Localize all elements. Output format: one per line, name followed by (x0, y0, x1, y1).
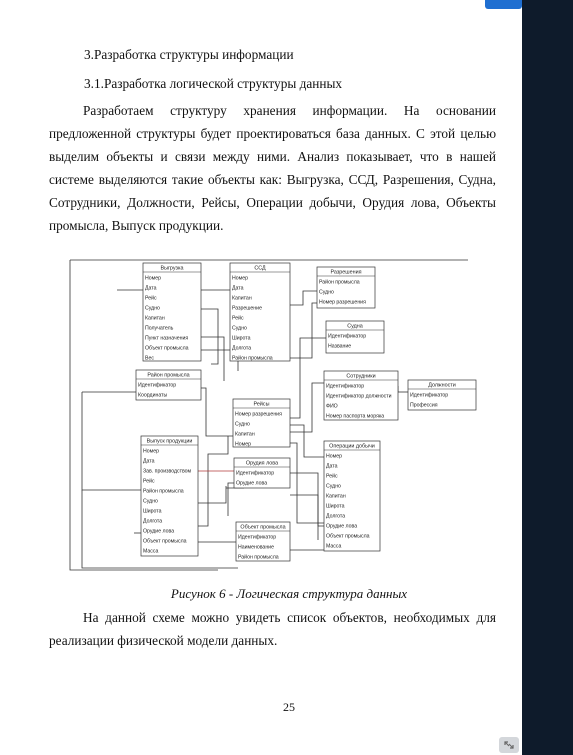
svg-text:Долгота: Долгота (232, 345, 252, 352)
svg-text:Орудия лова: Орудия лова (245, 460, 279, 467)
svg-text:Район промысла: Район промысла (147, 372, 190, 379)
logical-structure-diagram (68, 258, 488, 576)
svg-text:Разрешения: Разрешения (330, 269, 362, 276)
entity-dolzhnosti (408, 380, 476, 410)
svg-text:Район промысла: Район промысла (143, 488, 184, 495)
svg-text:Судно: Судно (326, 483, 341, 490)
svg-text:Дата: Дата (145, 285, 157, 292)
svg-text:Масса: Масса (326, 543, 342, 550)
svg-text:ФИО: ФИО (326, 403, 338, 410)
svg-text:Идентификатор должности: Идентификатор должности (326, 393, 392, 400)
svg-text:Судно: Судно (232, 325, 247, 332)
svg-text:Широта: Широта (143, 508, 162, 515)
svg-text:Выпуск продукции: Выпуск продукции (146, 438, 193, 445)
svg-text:Сотрудники: Сотрудники (346, 373, 376, 380)
entity-ssd (230, 263, 290, 362)
viewer-side-panel (522, 0, 573, 755)
svg-text:Рейсы: Рейсы (253, 401, 270, 408)
svg-text:Номер разрешения: Номер разрешения (319, 299, 366, 306)
entity-sotrudniki (324, 371, 398, 420)
entity-rayon-promysla (136, 370, 201, 400)
svg-text:Масса: Масса (143, 548, 159, 555)
svg-text:Широта: Широта (326, 503, 345, 510)
svg-text:Капитан: Капитан (232, 295, 252, 302)
svg-text:Дата: Дата (232, 285, 244, 292)
conclusion-paragraph: На данной схеме можно увидеть список объектов, необходимых для реализации физической модели данных. (49, 610, 496, 648)
svg-text:Рейс: Рейс (145, 295, 157, 302)
svg-text:Номер: Номер (143, 448, 159, 455)
entity-vygruzka (143, 263, 201, 362)
expand-button[interactable] (499, 737, 519, 753)
intro-paragraph: Разработаем структуру хранения информации. На основании предложенной структуры будет проектироваться база данных. С этой целью выделим объекты и связи между ними. Анализ показывает, что в нашей системе выделяются такие объекты как: Выгрузка, ССД, Разрешения, Судна, Сотрудники, Должности, Рейсы, Операции добычи, Орудия лова, Объекты промысла, Выпуск продукции. (49, 103, 496, 233)
svg-text:Долгота: Долгота (326, 513, 346, 520)
svg-text:Район промысла: Район промысла (232, 355, 273, 362)
svg-text:Номер: Номер (232, 275, 248, 282)
svg-text:Название: Название (328, 343, 352, 350)
expand-icon (499, 737, 519, 753)
svg-text:Судно: Судно (319, 289, 334, 296)
subsection-heading: 3.1.Разработка логической структуры данных (84, 76, 343, 91)
top-toolbar-button[interactable] (485, 0, 522, 9)
svg-text:Судно: Судно (145, 305, 160, 312)
svg-text:Идентификатор: Идентификатор (238, 534, 277, 541)
svg-text:Дата: Дата (326, 463, 338, 470)
svg-text:Рейс: Рейс (326, 473, 338, 480)
svg-text:Рейс: Рейс (143, 478, 155, 485)
svg-text:Орудие лова: Орудие лова (236, 480, 268, 487)
entity-orudiya-lova (234, 458, 290, 488)
svg-text:Орудие лова: Орудие лова (326, 523, 358, 530)
svg-text:Идентификатор: Идентификатор (326, 383, 365, 390)
svg-text:ССД: ССД (254, 265, 266, 272)
svg-text:Широта: Широта (232, 335, 251, 342)
svg-text:Рейс: Рейс (232, 315, 244, 322)
svg-text:Судна: Судна (347, 323, 363, 330)
svg-text:Профессия: Профессия (410, 402, 438, 409)
svg-text:Операции добычи: Операции добычи (329, 443, 375, 450)
svg-text:Объект промысла: Объект промысла (326, 533, 370, 540)
svg-text:Капитан: Капитан (145, 315, 165, 322)
svg-text:Район промысла: Район промысла (319, 279, 360, 286)
svg-text:Номер разрешения: Номер разрешения (235, 411, 282, 418)
svg-text:Объект промысла: Объект промысла (145, 345, 189, 352)
svg-text:Идентификатор: Идентификатор (410, 392, 449, 399)
svg-text:Капитан: Капитан (235, 431, 255, 438)
svg-text:Наименование: Наименование (238, 544, 274, 551)
svg-text:Объект промысла: Объект промысла (143, 538, 187, 545)
svg-text:Зав. производством: Зав. производством (143, 468, 192, 475)
svg-text:Номер: Номер (326, 453, 342, 460)
svg-text:Координаты: Координаты (138, 392, 168, 399)
figure-caption: Рисунок 6 - Логическая структура данных (170, 586, 408, 601)
svg-text:Разрешение: Разрешение (232, 305, 262, 312)
entity-razresheniya (317, 267, 375, 308)
page-number: 25 (283, 700, 295, 714)
svg-text:Орудие лова: Орудие лова (143, 528, 175, 535)
svg-text:Вес: Вес (145, 355, 154, 362)
svg-text:Судно: Судно (143, 498, 158, 505)
entity-operatsii-dobychi (324, 441, 380, 551)
svg-text:Идентификатор: Идентификатор (138, 382, 177, 389)
svg-text:Номер: Номер (235, 441, 251, 448)
svg-text:Дата: Дата (143, 458, 155, 465)
svg-text:Выгрузка: Выгрузка (160, 265, 184, 272)
section-heading: 3.Разработка структуры информации (84, 47, 294, 62)
svg-text:Объект промысла: Объект промысла (240, 524, 286, 531)
svg-text:Получатель: Получатель (145, 325, 174, 332)
svg-text:Номер: Номер (145, 275, 161, 282)
entity-reysy (233, 399, 290, 448)
svg-text:Идентификатор: Идентификатор (236, 470, 275, 477)
svg-text:Судно: Судно (235, 421, 250, 428)
entity-sudna (326, 321, 384, 353)
svg-text:Пункт назначения: Пункт назначения (145, 335, 189, 342)
entity-vypusk-produktsii (141, 436, 198, 556)
svg-text:Должности: Должности (428, 382, 456, 389)
svg-text:Капитан: Капитан (326, 493, 346, 500)
svg-text:Номер паспорта моряка: Номер паспорта моряка (326, 413, 385, 420)
entity-obekt-promysla (236, 522, 290, 561)
svg-text:Район промысла: Район промысла (238, 554, 279, 561)
svg-text:Долгота: Долгота (143, 518, 163, 525)
svg-text:Идентификатор: Идентификатор (328, 333, 367, 340)
